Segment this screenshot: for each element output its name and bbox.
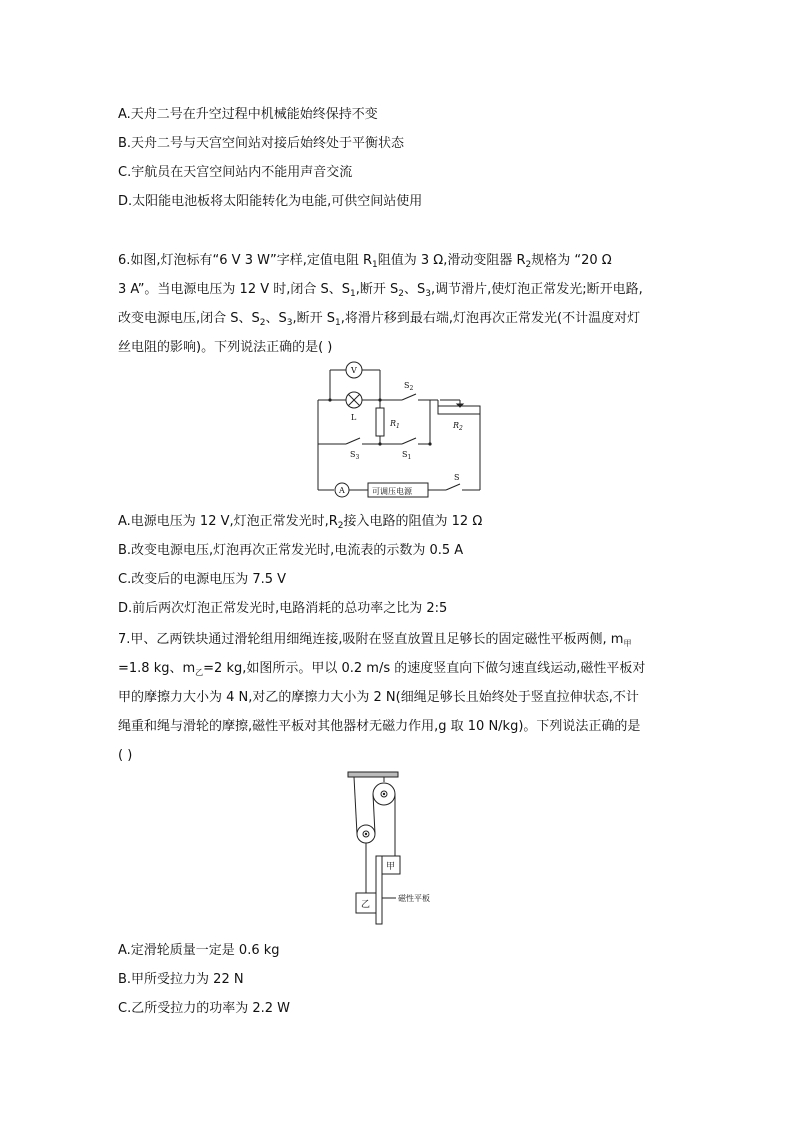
q5-option-d: D.太阳能电池板将太阳能转化为电能,可供空间站使用 (118, 194, 423, 209)
s3-label: $S_3$ (350, 450, 360, 461)
yi-label: 乙 (361, 900, 371, 910)
r1-label: $R_1$ (390, 419, 400, 430)
q6-option-a: A.电源电压为 12 V,灯泡正常发光时$,R_2$接入电路的阻值为 12 Ω (118, 514, 483, 531)
q6-circuit-diagram (310, 360, 490, 500)
q6-stem-line-4: 丝电阻的影响)。下列说法正确的是( ) (118, 340, 333, 355)
q6-option-d: D.前后两次灯泡正常发光时,电路消耗的总功率之比为 2:5 (118, 601, 448, 616)
q6-stem-line-2: 3 A”。当电源电压为 12 V 时,闭合 S、$S_1$,断开 $S_2$、$S_3$,调节滑片,使灯泡正常发光;断开电路, (118, 282, 643, 299)
q6-stem-line-1: 6.如图,灯泡标有“6 V 3 W”字样,定值电阻 $R_1$阻值为 3 Ω,滑动变阻器 $R_2$规格为 “20 Ω (118, 253, 612, 270)
q7-stem-line-5: ( ) (118, 748, 133, 763)
jia-label: 甲 (386, 862, 396, 872)
resistor-r1 (376, 408, 384, 436)
q7-option-b: B.甲所受拉力为 22 N (118, 972, 244, 987)
s1-label: $S_1$ (402, 450, 412, 461)
ammeter-label: A (339, 486, 345, 495)
r2-label: $R_2$ (453, 421, 463, 432)
q7-pulley-diagram (340, 768, 470, 928)
q6-option-c: C.改变后的电源电压为 7.5 V (118, 572, 287, 587)
magnetic-board (376, 856, 382, 924)
voltmeter-label: V (351, 366, 357, 375)
q6-stem-line-3: 改变电源电压,闭合 S、$S_2$、$S_3$,断开 $S_1$,将滑片移到最右端,灯泡再次正常发光(不计温度对灯 (118, 311, 641, 328)
q7-stem-line-4: 绳重和绳与滑轮的摩擦,磁性平板对其他器材无磁力作用,g 取 10 N/kg)。下列说法正确的是 (118, 719, 641, 734)
q7-option-a: A.定滑轮质量一定是 0.6 kg (118, 943, 280, 958)
board-label: 磁性平板 (398, 894, 430, 903)
q7-option-c: C.乙所受拉力的功率为 2.2 W (118, 1001, 291, 1016)
power-source-label: 可调压电源 (372, 487, 412, 496)
q5-option-c: C.宇航员在天宫空间站内不能用声音交流 (118, 165, 353, 180)
rheostat-r2 (438, 406, 480, 414)
q5-option-a: A.天舟二号在升空过程中机械能始终保持不变 (118, 107, 378, 122)
lamp-label: L (351, 413, 357, 422)
q5-option-b: B.天舟二号与天宫空间站对接后始终处于平衡状态 (118, 136, 405, 151)
q7-stem-line-2: =1.8 kg、$m_乙=2$ kg,如图所示。甲以 0.2 m/s 的速度竖直向下做匀速直线运动,磁性平板对 (118, 661, 646, 677)
q6-option-b: B.改变电源电压,灯泡再次正常发光时,电流表的示数为 0.5 A (118, 543, 464, 558)
s2-label: $S_2$ (404, 381, 414, 392)
s-main-label: S (454, 473, 460, 482)
q7-stem-line-3: 甲的摩擦力大小为 4 N,对乙的摩擦力大小为 2 N(细绳足够长且始终处于竖直拉伸状态,不计 (118, 690, 639, 705)
q7-stem-line-1: 7.甲、乙两铁块通过滑轮组用细绳连接,吸附在竖直放置且足够长的固定磁性平板两侧, $m_甲$ (118, 632, 632, 648)
